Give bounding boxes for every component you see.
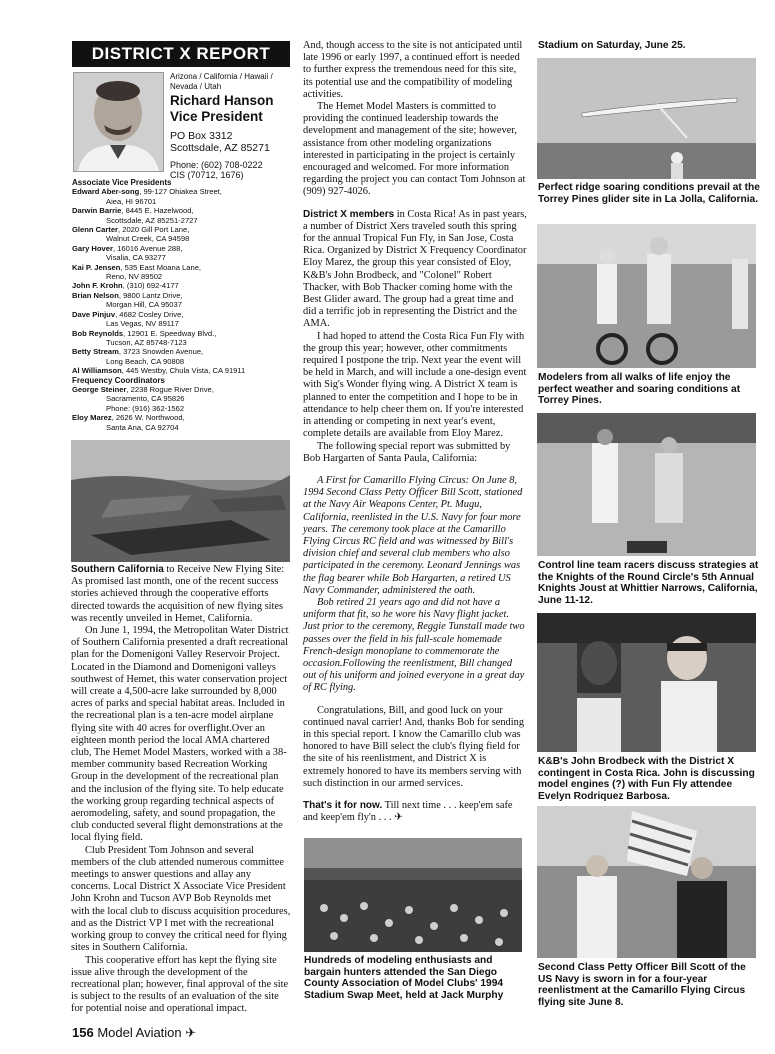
col2-p1: And, though access to the site is not anticipated until late 1996 or early 1997, a continued effort is needed to further express the tremendous need for this site, its potential use and the compatibility of modeling activities. (303, 40, 523, 100)
col2-p8: Congratulations, Bill, and good luck on your continued naval carrier! And, thanks Bob for sending in this special report. I know the Camarillo club was honored to have Bill select the club's flying field for the site of his reenlistment, and District X is extremely honored to have its members serving with such distinction in our armed services. (303, 704, 525, 789)
col2-closing-lead: That's it for now. (303, 799, 383, 811)
col1-lead-rest: to Receive New Flying Site: (163, 564, 285, 575)
associate-address: , 2626 W. Northwood, (111, 413, 185, 423)
vp-phone: Phone: (602) 708-0222 (170, 160, 263, 170)
vp-address-line1: PO Box 3312 (170, 130, 233, 142)
col2-p6: A First for Camarillo Flying Circus: On June 8, 1994 Second Class Petty Officer Bill Scott, stationed at the Navy Air Weapons Center, Pt. Mugu, California, reenlisted in the U.S. Navy for four more years. The ceremony took place at the Camarillo Flying Circus RC field and was witnessed by Bill's division chief and several club members who also participated in the ceremony. Leonard Jennings was the flag bearer while Bob Hargarten, a retired US Navy Commander, administered the oath. (303, 474, 523, 596)
associate-entry (72, 329, 292, 338)
associate-address-continued: Santa Ana, CA 92704 (106, 422, 179, 432)
associate-name: Eloy Marez (72, 413, 112, 423)
col1-p4: This cooperative effort has kept the flying site issue alive through the development of the recreational plan; however, final approval of the site is subject to the results of an evaluation of the site for potential noise and operational impact. (71, 954, 289, 1015)
associate-address: , 2020 Gill Port Lane, (118, 225, 190, 235)
associate-address-continued: Morgan Hill, CA 95037 (106, 300, 182, 310)
col1-p2: On June 1, 1994, the Metropolitan Water District of Southern California presented a draft recreational plan for the Domenigoni Valley Reservoir Project. Located in the Diamond and Domenigoni valleys southwest of Hemet, this water conservation project will create a 4,500-acre lake surrounded by 8,000 acres of parks and special habitat areas. Included in the recreational plan is a ten-acre model airplane flying site with 40 acres for overflight.Over an eighteen month period the local AMA chartered club, The Hemet Model Masters, worked with a 38-member community based Recreation Working Group in the development of the recreational plan and the inclusion of the flying site. To help educate the working group regarding technical aspects of aeromodeling, safety, and sound propagation, the club conducted several flight demonstrations at the local flying field. (71, 625, 289, 844)
costa-rica-icon (537, 613, 756, 752)
associate-address-continued: Scottsdale, AZ 85251-2727 (106, 215, 198, 225)
associate-address: , 4682 Cosley Drive, (115, 309, 184, 319)
swap-meet-caption: Hundreds of modeling enthusiasts and bargain hunters attended the San Diego County Association of Model Clubs' 1994 Stadium Swap Meet, held at Jack Murphy (304, 955, 504, 1001)
associate-name: Kai P. Jensen (72, 262, 121, 272)
page-footer (72, 1025, 196, 1041)
associate-entry (72, 310, 292, 319)
col2-p2: The Hemet Model Masters is committed to providing the continued leadership towards the development and management of the site; however, assistance from other modeling organizations interested in participating in the project is certainly encouraged and welcomed. For more information regarding the project you can contact Tom Johnson at (909) 927-4026. (303, 101, 526, 198)
associate-address: , 2238 Rogue River Drive, (126, 384, 214, 394)
associate-address: , (310) 692-4177 (122, 281, 179, 291)
associate-entry (72, 281, 292, 290)
flag-ceremony-icon (537, 806, 756, 958)
associate-address: , 3723 Snowden Avenue, (118, 347, 204, 357)
col2-lead2: District X members (303, 208, 395, 220)
associate-address: , 12901 E. Speedway Blvd., (123, 328, 217, 338)
associate-address-continued: Long Beach, CA 90808 (106, 356, 185, 366)
caption-modelers: Modelers from all walks of life enjoy the perfect weather and soaring conditions at Torrey Pines. (538, 372, 741, 406)
column-1-text (71, 564, 292, 1016)
associate-address-continued: Reno, NV 89502 (106, 272, 163, 282)
magazine-name: Model Aviation (97, 1025, 182, 1040)
associate-address-continued: Aiea, HI 96701 (106, 196, 157, 206)
associate-address-continued: Phone: (916) 362-1562 (106, 403, 185, 413)
swap-meet-photo (304, 838, 522, 952)
vp-title: Vice President (170, 109, 263, 124)
page-number: 156 (72, 1025, 94, 1040)
associate-name: Edward Aber-song (72, 187, 140, 197)
associate-name: John F. Krohn (72, 281, 123, 291)
associate-entry (72, 385, 292, 394)
associate-name: Bob Reynolds (72, 328, 124, 338)
associate-entry (72, 347, 292, 356)
vp-cis: CIS (70712, 1676) (170, 170, 244, 180)
glider-photo (537, 58, 756, 179)
caption-control-line: Control line team racers discuss strategies at the Knights of the Round Circle's 5th Annual Knights Joust at Whittier Narrows, California, June 11-12. (538, 560, 759, 606)
section-banner (72, 41, 290, 67)
col2-p3: in Costa Rica! As in past years, a number of District Xers traveled south this spring for the annual Tropical Fun Fly, in San Jose, Costa Rica. Organized by District X Frequency Coordinator Eloy Marez, the group this year consisted of Eloy, K&B's John Brodbeck, and "Colonel" Robert Thacker, with Bob Thacker coming home with the Best Glider award. The group had a great time and did a terrific job in representing the District and the AMA. (303, 208, 527, 330)
associate-address: , 535 East Moana Lane, (120, 262, 202, 272)
reenlistment-photo (537, 806, 756, 958)
associate-name: Darwin Barrie (72, 206, 122, 216)
associates-heading: Associate Vice Presidents (72, 178, 172, 187)
racers-icon (537, 413, 756, 556)
caption-costa-rica: K&B's John Brodbeck with the District X contingent in Costa Rica. John is discussing model engines (?) with Fun Fly attendee Evelyn Rodriquez Barbosa. (538, 756, 755, 802)
associate-entry (72, 291, 292, 300)
associate-address: , 9800 Lantz Drive, (118, 290, 183, 300)
associate-entry (72, 413, 292, 422)
col1-lead: Southern California (71, 564, 164, 575)
associate-address: , 99-127 Ohiakea Street, (139, 187, 222, 197)
banner-title: DISTRICT X REPORT (91, 44, 271, 63)
vp-portrait-photo (73, 72, 164, 172)
aerial-reservoir-photo (71, 440, 290, 562)
frequency-heading: Frequency Coordinators (72, 375, 165, 385)
associate-name: George Steiner (72, 384, 127, 394)
vp-states: Arizona / California / Hawaii / Nevada / Utah (170, 72, 273, 91)
modelers-photo (537, 224, 756, 368)
associate-name: Glenn Carter (72, 225, 118, 235)
glider-icon (537, 58, 756, 179)
associate-address-continued: Walnut Creek, CA 94598 (106, 234, 190, 244)
col2-p5: The following special report was submitted by Bob Hargarten of Santa Paula, California: (303, 440, 511, 464)
associate-entry (72, 225, 292, 234)
vp-info (170, 72, 292, 180)
portrait-icon (74, 73, 163, 171)
associate-name: Gary Hover (72, 243, 113, 253)
associate-entry (72, 187, 292, 196)
column-2-text (303, 40, 527, 824)
associate-entry (72, 206, 292, 215)
costa-rica-photo (537, 613, 756, 752)
col2-p4: I had hoped to attend the Costa Rica Fun Fly with the group this year; however, other commitments required I postpone the trip. Next year the event will be held in March, and will include a one-design event with Sig's Wonder flying wing. A District X team is planned to enter the competition and I hope to be in attendance to help cheer them on. If you're interested in attending or competing in next year's event, complete details are available from Eloy Marez. (303, 330, 527, 440)
associate-address: , 445 Westby, Chula Vista, CA 91911 (121, 366, 246, 376)
caption-glider: Perfect ridge soaring conditions prevail at the Torrey Pines glider site in La Jolla, California. (538, 182, 760, 205)
crowd-photo-icon (304, 838, 522, 952)
associate-address-continued: Sacramento, CA 95826 (106, 394, 185, 404)
airplane-icon: ✈ (185, 1025, 197, 1040)
associate-address-continued: Visalia, CA 93277 (106, 253, 166, 263)
associate-name: Al Williamson (72, 366, 122, 376)
col2-closing: Till next time . . . keep'em safe and keep'em fly'n . . . ✈ (303, 799, 513, 824)
modelers-icon (537, 224, 756, 368)
associate-entry (72, 244, 292, 253)
associate-name: Betty Stream (72, 347, 119, 357)
control-line-photo (537, 413, 756, 556)
col1-p3: Club President Tom Johnson and several members of the club attended numerous committee meetings to answer questions and allay any concerns. Local District X Associate Vice President John Krohn and Tucson AVP Bob Reynolds met with the local club to discuss acquisition procedures, and as the District VP I met with the recreational working group to convey the critical need for flying sites in Southern California. (71, 844, 291, 954)
associate-name: Dave Pinjuv (72, 309, 116, 319)
associate-address: , 16016 Avenue 288, (112, 243, 183, 253)
associate-entry (72, 366, 292, 375)
col2-p7: Bob retired 21 years ago and did not have a uniform that fit, so he wore his Navy flight jacket. Just prior to the ceremony, Reggie Tunstall made two passes over the field in his full-scale homemade French-design monoplane to commemorate the occasion.Following the reenlistment, Bill changed out of his uniform and joined everyone in a great day of RC flying. (303, 596, 525, 694)
associate-address: , 8445 E. Hazelwood, (121, 206, 194, 216)
associate-name: Brian Nelson (72, 290, 119, 300)
vp-address-line2: Scottsdale, AZ 85271 (170, 142, 270, 154)
associate-entry (72, 263, 292, 272)
col1-p1: As promised last month, one of the recent success stories achieved through the cooperative efforts directed towards the acquisition of new flying sites was recently unveiled in Hemet, California. (71, 576, 284, 624)
associate-address-continued: Tucson, AZ 85748-7123 (106, 337, 187, 347)
associate-address-continued: Las Vegas, NV 89117 (106, 319, 179, 329)
aerial-photo-icon (71, 440, 290, 562)
caption-top-continued: Stadium on Saturday, June 25. (538, 40, 686, 51)
caption-reenlistment: Second Class Petty Officer Bill Scott of the US Navy is sworn in for a four-year reenlistment at the Camarillo Flying Circus flying site June 8. (538, 962, 746, 1008)
associate-list (72, 178, 292, 432)
vp-name: Richard Hanson (170, 93, 274, 108)
